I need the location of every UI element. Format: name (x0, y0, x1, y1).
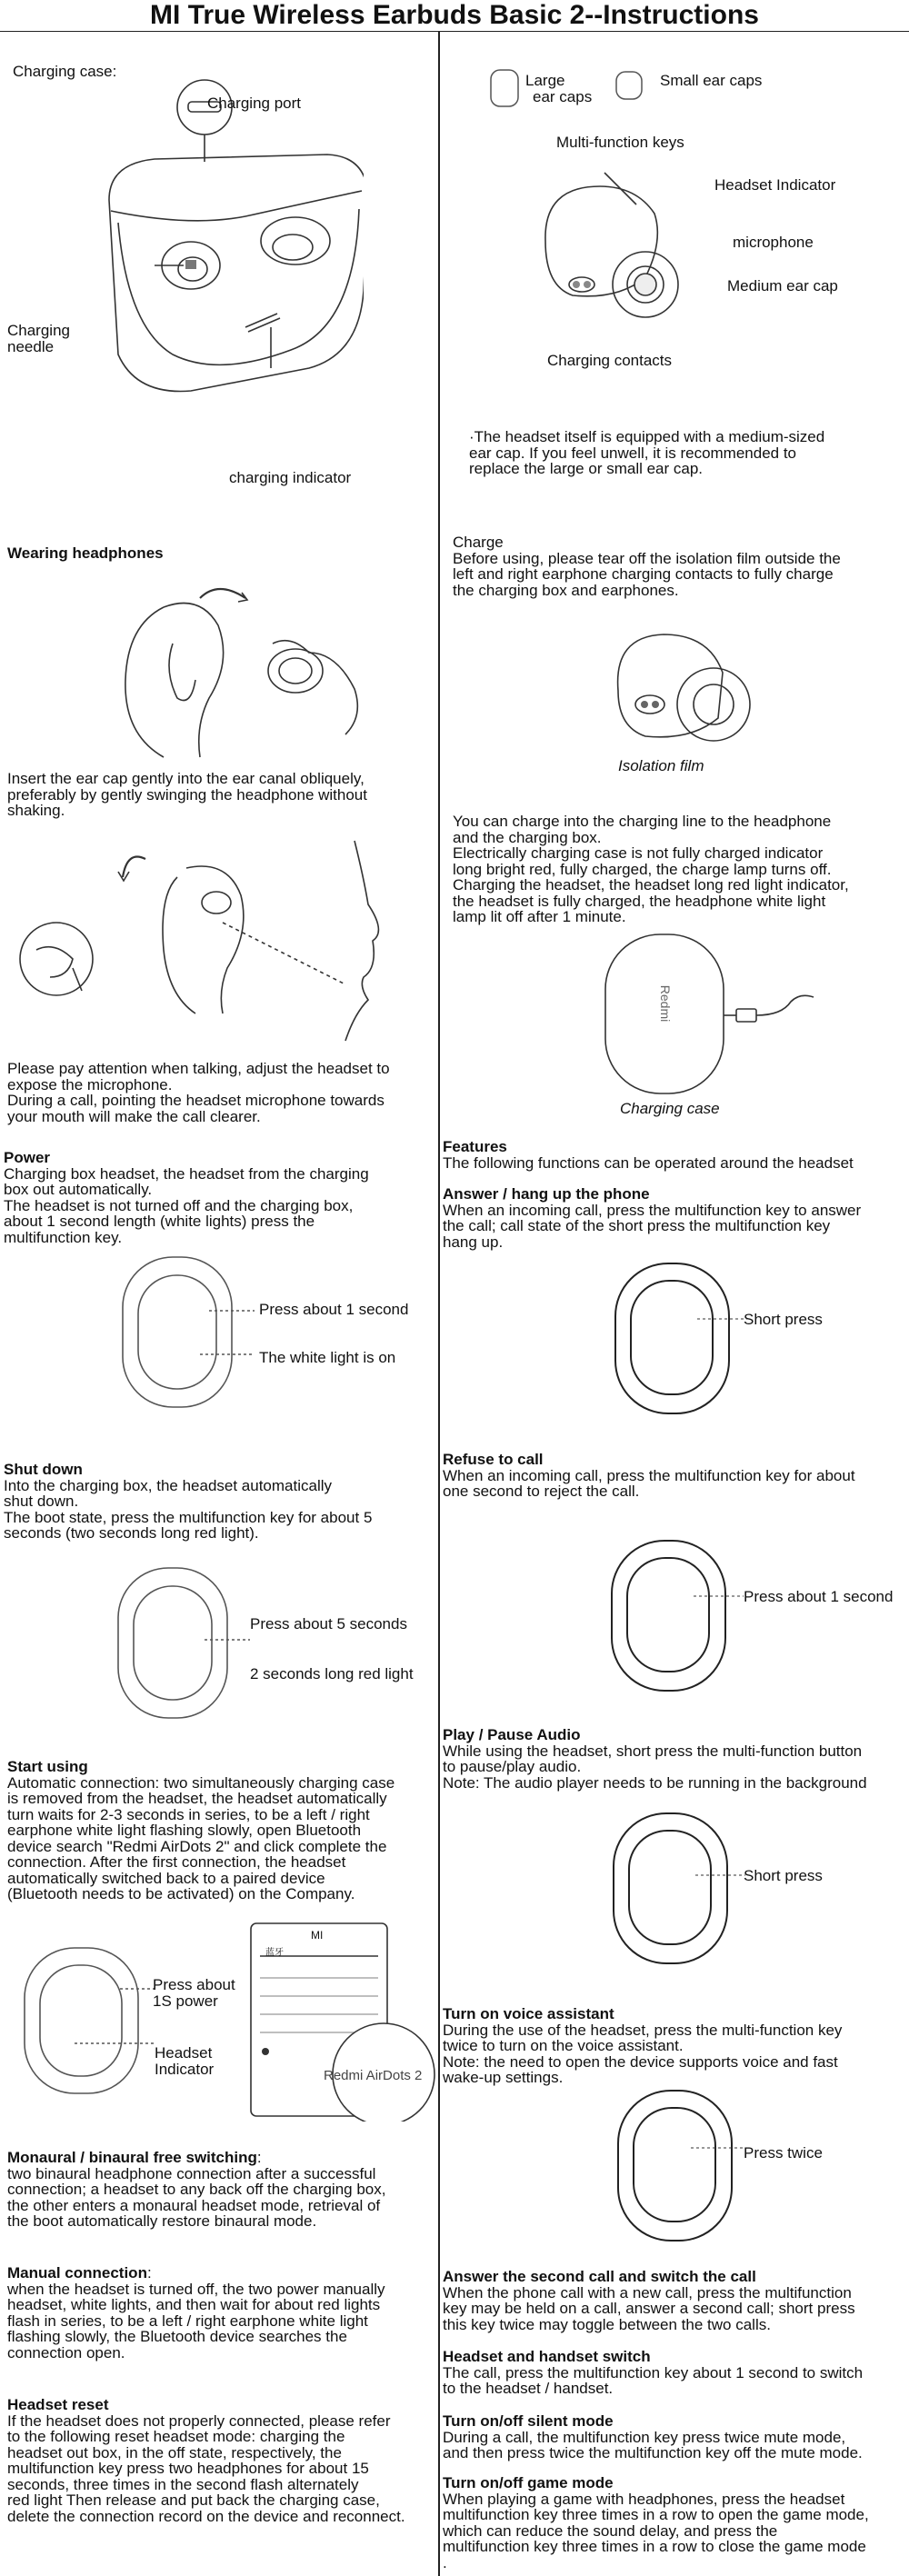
play-heading: Play / Pause Audio (443, 1726, 581, 1743)
multifunction-keys-label: Multi-function keys (556, 134, 684, 151)
charge-p2-line-3: Electrically charging case is not fully charged indicator (453, 844, 824, 862)
mono-line-1: two binaural headphone connection after a successful (7, 2164, 376, 2182)
features-line: The following functions can be operated around the headset (443, 1153, 854, 1172)
wearing-p1-line-3: shaking. (7, 802, 65, 819)
start-indicator-label (155, 2045, 214, 2077)
game-section (443, 2475, 869, 2571)
play-line-1: While using the headset, short press the multi-function button (443, 1742, 863, 1760)
mic-position-illustration (18, 832, 418, 1068)
note-line-2: ear cap. If you feel unwell, it is recommended to (469, 444, 797, 462)
start-press-line-2: 1S power (153, 1992, 218, 2010)
start-press-label (153, 1977, 235, 2009)
start-line-3: turn waits for 2-3 seconds in series, to be a left / right (7, 1805, 370, 1823)
wearing-paragraph-1 (7, 771, 367, 819)
start-line-1: Automatic connection: two simultaneously charging case (7, 1773, 395, 1792)
charge-p1-line-1: Before using, please tear off the isolation film outside the (453, 549, 841, 567)
voice-press-label: Press twice (744, 2144, 823, 2162)
second-call-heading: Answer the second call and switch the call (443, 2268, 756, 2285)
start-earbud-illustration (20, 1943, 156, 2102)
answer-line-1: When an incoming call, press the multifunction key to answer (443, 1201, 862, 1219)
wearing-p2-line-1: Please pay attention when talking, adjust the headset to (7, 1060, 390, 1077)
second-call-section (443, 2269, 855, 2332)
start-line-5: device search "Redmi AirDots 2" and click complete the (7, 1837, 387, 1855)
game-line-4: multifunction key three times in a row to close the game mode (443, 2538, 866, 2555)
wearing-heading: Wearing headphones (7, 544, 164, 562)
wearing-p1-line-1: Insert the ear cap gently into the ear canal obliquely, (7, 770, 365, 787)
ear-insert-illustration (109, 571, 400, 762)
silent-heading: Turn on/off silent mode (443, 2412, 614, 2430)
column-divider (438, 31, 440, 2576)
isolation-film-illustration (609, 618, 764, 754)
mono-colon: : (256, 2149, 262, 2166)
device-name-callout: Redmi AirDots 2 (324, 2068, 423, 2083)
shutdown-line-3: The boot state, press the multifunction key for about 5 (4, 1508, 373, 1526)
refuse-earbud-illustration (607, 1536, 753, 1700)
wearing-p1-line-2: preferably by gently swinging the headphone without (7, 785, 367, 804)
reset-section (7, 2397, 405, 2524)
charge-p2-line-1: You can charge into the charging line to the headphone (453, 813, 832, 830)
charging-needle-label (7, 323, 70, 354)
shutdown-section (4, 1462, 372, 1542)
small-ear-caps-label: Small ear caps (660, 72, 763, 89)
silent-section (443, 2413, 863, 2461)
reset-line-5: seconds, three times in the second flash alternately (7, 2475, 359, 2493)
microphone-label: microphone (733, 234, 814, 251)
charging-case-illustration (55, 55, 364, 454)
manual-colon: : (146, 2264, 152, 2281)
start-line-6: connection. After the first connection, the headset (7, 1853, 346, 1871)
reset-line-3: headset out box, in the off state, respectively, the (7, 2443, 342, 2461)
voice-section (443, 2006, 842, 2086)
game-heading: Turn on/off game mode (443, 2474, 614, 2491)
shutdown-line-4: seconds (two seconds long red light). (4, 1524, 259, 1542)
refuse-press-label: Press about 1 second (744, 1588, 894, 1605)
shutdown-line-2: shut down. (4, 1493, 79, 1510)
voice-line-1: During the use of the headset, press the multi-function key (443, 2021, 843, 2039)
charge-p1-line-2: left and right earphone charging contacts to fully charge (453, 565, 834, 583)
voice-earbud-illustration (614, 2086, 759, 2250)
reset-heading: Headset reset (7, 2396, 109, 2413)
manual-line-1: when the headset is turned off, the two power manually (7, 2280, 385, 2298)
title-divider (0, 31, 909, 32)
handset-line-2: to the headset / handset. (443, 2380, 614, 2397)
charge-heading: Charge (453, 534, 504, 551)
voice-line-3: Note: the need to open the device supports voice and fast (443, 2052, 838, 2071)
charge-p2-line-2: and the charging box. (453, 828, 602, 846)
wearing-p2-line-4: your mouth will make the call clearer. (7, 1107, 261, 1125)
manual-line-2: headset, white lights, and then wait for about red lights (7, 2296, 381, 2313)
wearing-paragraph-2 (7, 1061, 390, 1124)
isolation-film-caption: Isolation film (618, 757, 704, 774)
mono-line-2: connection; a headset to any back off the charging box, (7, 2181, 386, 2198)
play-section (443, 1727, 867, 1791)
power-line-1: Charging box headset, the headset from the charging (4, 1164, 369, 1183)
features-heading: Features (443, 1138, 507, 1155)
second-call-line-1: When the phone call with a new call, press the multifunction (443, 2283, 852, 2301)
reset-line-1: If the headset does not properly connected, please refer (7, 2411, 391, 2430)
refuse-line-2: one second to reject the call. (443, 1483, 640, 1500)
answer-short-press-label: Short press (744, 1311, 823, 1328)
handset-section (443, 2349, 863, 2397)
phone-brand-logo: MI (311, 1929, 324, 1942)
handset-line-1: The call, press the multifunction key about 1 second to switch (443, 2363, 864, 2381)
charge-p1-line-3: the charging box and earphones. (453, 581, 679, 599)
refuse-line-1: When an incoming call, press the multifunction key for about (443, 1466, 855, 1484)
power-heading: Power (4, 1149, 51, 1166)
charge-paragraph-2 (453, 814, 849, 925)
needle-line-2: needle (7, 337, 55, 355)
mono-section (7, 2150, 385, 2230)
play-earbud-illustration (609, 1809, 754, 1972)
large-caps-line-2: ear caps (533, 87, 593, 105)
charge-p2-line-4: long bright red, fully charged, the charge lamp turns off. (453, 860, 832, 878)
start-line-8: (Bluetooth needs to be activated) on the Company. (7, 1885, 355, 1902)
manual-heading: Manual connection (7, 2264, 147, 2281)
medium-ear-cap-label: Medium ear cap (727, 277, 838, 295)
mono-line-3: the other enters a monaural headset mode, retrieval of (7, 2196, 381, 2214)
power-line-2: box out automatically. (4, 1181, 153, 1198)
charging-indicator-label: charging indicator (229, 469, 352, 486)
note-line-3: replace the large or small ear cap. (469, 460, 704, 477)
refuse-heading: Refuse to call (443, 1451, 544, 1468)
ear-cap-note (469, 429, 824, 477)
play-short-press-label: Short press (744, 1867, 823, 1884)
start-heading: Start using (7, 1758, 88, 1775)
start-line-7: automatically switched back to a paired device (7, 1869, 325, 1887)
charge-p2-line-6: the headset is fully charged, the headphone white light (453, 892, 826, 910)
start-indicator-line-2: Indicator (155, 2060, 215, 2078)
shutdown-line-1: Into the charging box, the headset automatically (4, 1476, 333, 1494)
voice-line-4: wake-up settings. (443, 2069, 564, 2086)
power-line-3: The headset is not turned off and the charging box, (4, 1196, 354, 1214)
power-press-label: Press about 1 second (259, 1301, 409, 1318)
headset-indicator-label: Headset Indicator (714, 176, 836, 194)
manual-section (7, 2265, 385, 2361)
start-line-4: earphone white light flashing slowly, open Bluetooth (7, 1822, 362, 1839)
charge-p2-line-7: lamp lit off after 1 minute. (453, 908, 626, 925)
charge-p2-line-5: Charging the headset, the headset long red light indicator, (453, 876, 849, 894)
second-call-line-2: key may be held on a call, answer a second call; short press (443, 2300, 855, 2317)
start-indicator-line-1: Headset (155, 2044, 213, 2062)
handset-heading: Headset and handset switch (443, 2348, 651, 2365)
charging-case-cable-illustration (600, 929, 818, 1102)
answer-heading: Answer / hang up the phone (443, 1185, 650, 1203)
start-section (7, 1759, 395, 1902)
large-ear-caps-label (525, 73, 592, 105)
reset-line-4: multifunction key press two headphones for about 15 (7, 2460, 369, 2477)
voice-heading: Turn on voice assistant (443, 2005, 614, 2022)
shutdown-light-label: 2 seconds long red light (250, 1665, 414, 1682)
power-section (4, 1150, 369, 1245)
start-press-line-1: Press about (153, 1976, 235, 1993)
charging-case-label: Charging case: (13, 63, 117, 80)
start-line-2: is removed from the headset, the headset automatically (7, 1790, 387, 1807)
reset-line-6: red light Then release and put back the charging case, (7, 2491, 380, 2509)
power-light-label: The white light is on (259, 1349, 396, 1366)
answer-section (443, 1186, 861, 1250)
shutdown-press-label: Press about 5 seconds (250, 1615, 407, 1632)
reset-line-7: delete the connection record on the device and reconnect. (7, 2507, 405, 2525)
game-line-2: multifunction key three times in a row to open the game mode, (443, 2506, 869, 2523)
case-brand-logo: Redmi (658, 984, 674, 1023)
wearing-p2-line-2: expose the microphone. (7, 1075, 173, 1093)
refuse-section (443, 1452, 855, 1500)
reset-line-2: to the following reset headset mode: charging the (7, 2428, 345, 2445)
silent-line-1: During a call, the multifunction key press twice mute mode, (443, 2428, 846, 2446)
charge-section-1 (453, 534, 841, 598)
needle-line-1: Charging (7, 322, 70, 339)
answer-line-2: the call; call state of the short press the multifunction key (443, 1217, 831, 1234)
manual-line-4: flashing slowly, the Bluetooth device searches the (7, 2328, 347, 2345)
game-line-1: When playing a game with headphones, press the headset (443, 2490, 845, 2508)
mono-heading: Monaural / binaural free switching (7, 2149, 257, 2166)
power-line-5: multifunction key. (4, 1228, 123, 1246)
second-call-line-3: this key twice may toggle between the two calls. (443, 2315, 771, 2333)
voice-line-2: twice to turn on the voice assistant. (443, 2037, 684, 2054)
game-line-5: . (443, 2553, 447, 2571)
shutdown-heading: Shut down (4, 1461, 83, 1478)
play-line-3: Note: The audio player needs to be running in the background (443, 1773, 867, 1792)
game-line-3: which can reduce the sound delay, and press the (443, 2521, 778, 2540)
power-line-4: about 1 second length (white lights) press the (4, 1213, 315, 1230)
note-line-1: ·The headset itself is equipped with a medium-sized (469, 428, 825, 445)
charging-contacts-label: Charging contacts (547, 352, 673, 369)
charging-case-caption: Charging case (620, 1100, 720, 1117)
features-section (443, 1139, 854, 1171)
page-title: MI True Wireless Earbuds Basic 2--Instructions (150, 0, 759, 30)
power-earbud-illustration (118, 1253, 264, 1416)
manual-line-5: connection open. (7, 2343, 125, 2361)
play-line-2: to pause/play audio. (443, 1758, 582, 1775)
bluetooth-settings-title: 蓝牙 (265, 1948, 284, 1958)
silent-line-2: and then press twice the multifunction key off the mute mode. (443, 2444, 863, 2461)
mono-line-4: the boot automatically restore binaural mode. (7, 2212, 317, 2230)
answer-earbud-illustration (611, 1259, 756, 1418)
shutdown-earbud-illustration (114, 1563, 259, 1727)
charging-port-label: Charging port (207, 95, 302, 112)
wearing-p2-line-3: During a call, pointing the headset microphone towards (7, 1092, 385, 1109)
earbud-parts-illustration (536, 150, 718, 332)
answer-line-3: hang up. (443, 1233, 504, 1251)
manual-line-3: flash in series, to be a left / right earphone white light (7, 2311, 368, 2330)
large-caps-line-1: Large (525, 72, 565, 89)
